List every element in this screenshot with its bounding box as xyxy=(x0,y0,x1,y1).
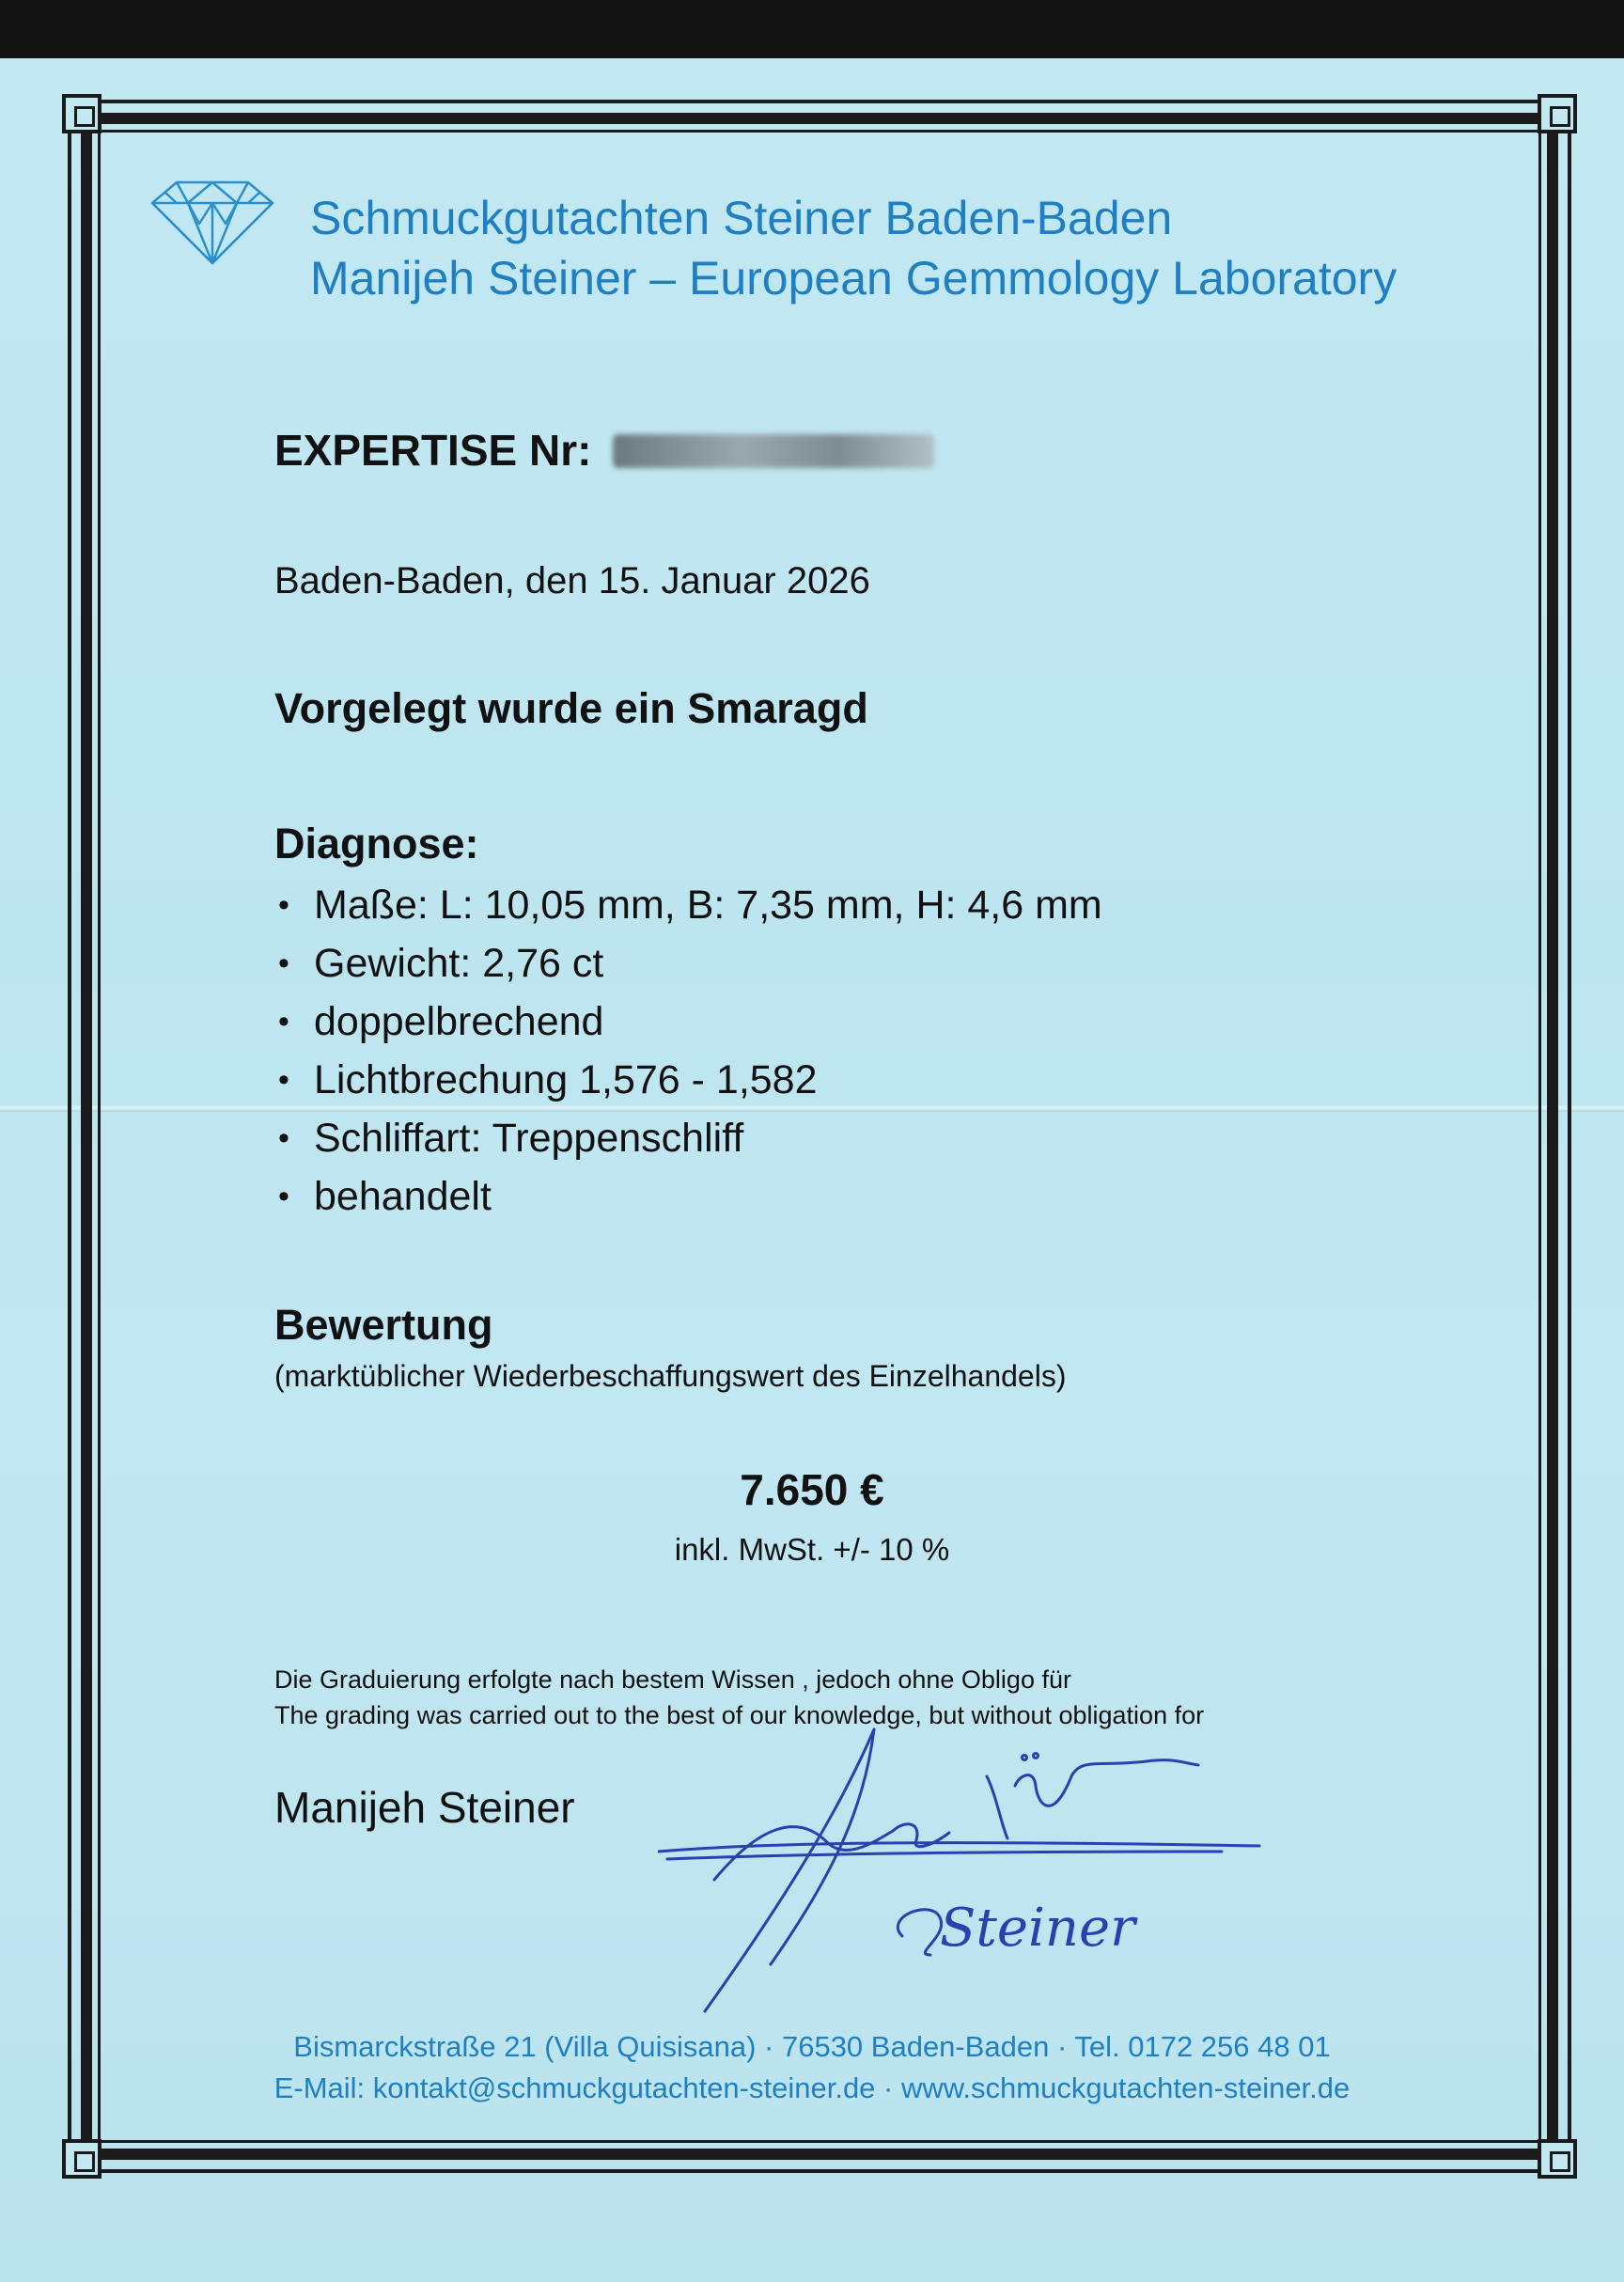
expertise-number-label: EXPERTISE Nr: xyxy=(274,426,592,475)
lab-name xyxy=(310,188,1397,308)
evaluation-subtitle: (marktüblicher Wiederbeschaffungswert des Einzelhandels) xyxy=(274,1359,1067,1393)
signature-script: Steiner xyxy=(940,1898,1135,1959)
footer-address: Bismarckstraße 21 (Villa Quisisana) · 76530 Baden-Baden · Tel. 0172 256 48 01 xyxy=(293,2030,1331,2063)
redacted-expertise-number xyxy=(613,434,934,468)
diagnosis-item-refraction: • Lichtbrechung 1,576 - 1,582 xyxy=(274,1051,1102,1109)
frame-corner-bottom-left xyxy=(62,2139,102,2179)
frame-corner-top-left xyxy=(62,94,102,133)
price-note: inkl. MwSt. +/- 10 % xyxy=(674,1532,950,1567)
disclaimer-english: The grading was carried out to the best of our knowledge, but without obligation for xyxy=(274,1701,1205,1729)
lab-name-line1: Schmuckgutachten Steiner Baden-Baden xyxy=(310,192,1173,244)
diagnosis-item-treatment: • behandelt xyxy=(274,1167,1102,1226)
diagnosis-title: Diagnose: xyxy=(274,820,479,867)
handwritten-signature xyxy=(658,1720,1278,2021)
diagnosis-item-cut: • Schliffart: Treppenschliff xyxy=(274,1109,1102,1167)
diagnosis-item-weight: • Gewicht: 2,76 ct xyxy=(274,934,1102,993)
lab-name-line2: Manijeh Steiner – European Gemmology Laboratory xyxy=(310,252,1398,305)
appraised-price: 7.650 € xyxy=(740,1465,884,1514)
diagnosis-item-birefringence: • doppelbrechend xyxy=(274,993,1102,1051)
scan-top-strip xyxy=(0,0,1624,58)
diagnosis-item-dimensions: • Maße: L: 10,05 mm, B: 7,35 mm, H: 4,6 mm xyxy=(274,876,1102,934)
frame-corner-top-right xyxy=(1538,94,1577,133)
certificate-date: Baden-Baden, den 15. Januar 2026 xyxy=(274,560,870,602)
diagnosis-list xyxy=(274,876,1102,1226)
frame-corner-bottom-right xyxy=(1538,2139,1577,2179)
footer-contact: E-Mail: kontakt@schmuckgutachten-steiner.de · www.schmuckgutachten-steiner.de xyxy=(273,2071,1351,2104)
presented-item-heading: Vorgelegt wurde ein Smaragd xyxy=(274,684,868,732)
diamond-logo-icon xyxy=(143,177,282,267)
signer-name: Manijeh Steiner xyxy=(274,1783,575,1832)
disclaimer-german: Die Graduierung erfolgte nach bestem Wissen , jedoch ohne Obligo für xyxy=(274,1665,1071,1694)
evaluation-title: Bewertung xyxy=(274,1301,493,1349)
